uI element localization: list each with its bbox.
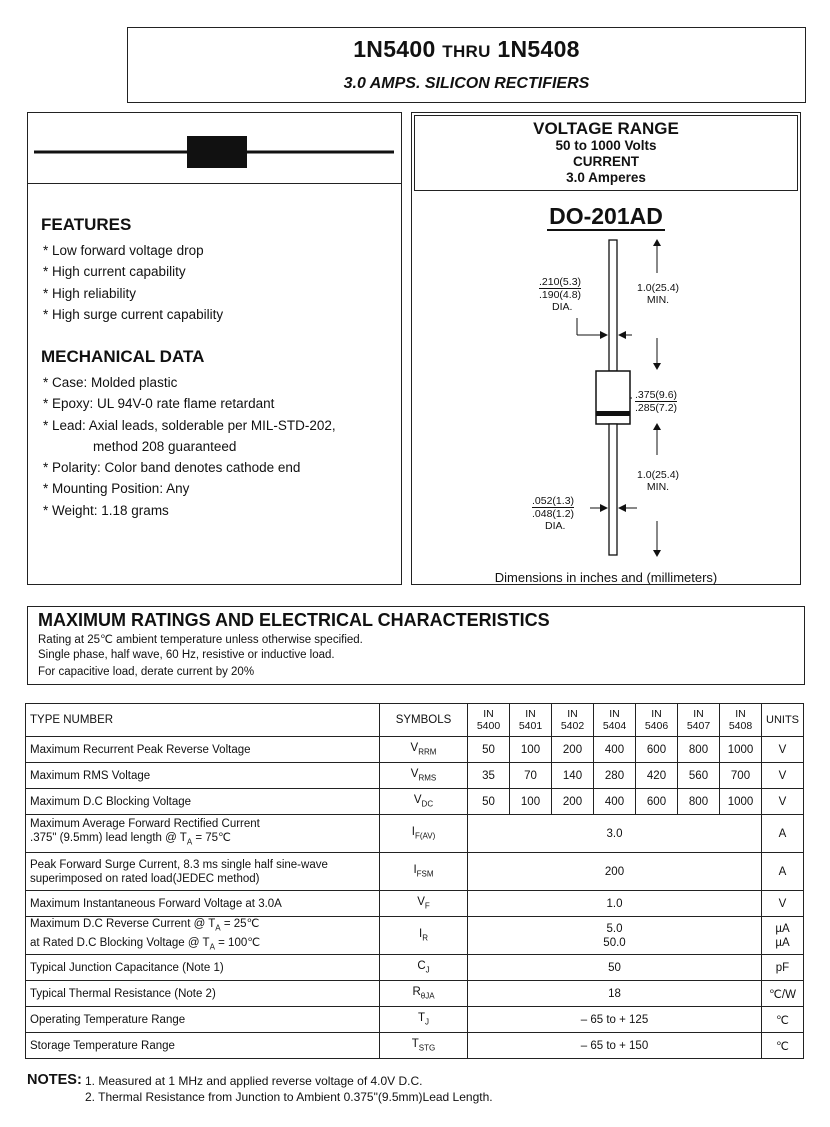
value-cell: 700 xyxy=(720,763,762,789)
note-item: 1. Measured at 1 MHz and applied reverse voltage of 4.0V D.C. xyxy=(85,1074,423,1088)
table-row xyxy=(26,955,804,981)
ratings-note: For capacitive load, derate current by 20% xyxy=(38,666,255,678)
value-cell: 70 xyxy=(510,763,552,789)
table-row xyxy=(26,1007,804,1033)
symbol-cell: $V_{RMS}$ xyxy=(380,763,468,789)
header-part: IN 5402 xyxy=(552,704,594,737)
symbol-cell: $R_{\theta JA}$ xyxy=(380,981,468,1007)
part-title xyxy=(128,36,805,63)
list-item: * Low forward voltage drop xyxy=(43,243,204,258)
part-from: 1N5400 xyxy=(353,36,436,62)
header-part: IN 5401 xyxy=(510,704,552,737)
value-cell: 5.0 50.0 xyxy=(468,917,762,955)
note-item: 2. Thermal Resistance from Junction to Ambient 0.375"(9.5mm)Lead Length. xyxy=(85,1090,493,1104)
list-item: * Case: Molded plastic xyxy=(43,375,178,390)
list-item: * Weight: 1.18 grams xyxy=(43,502,169,518)
characteristics-table xyxy=(25,703,804,1059)
table-row xyxy=(26,981,804,1007)
mechanical-list xyxy=(43,372,336,521)
unit-cell: ℃ xyxy=(762,1033,804,1059)
value-cell: 1000 xyxy=(720,789,762,815)
param-cell: Typical Thermal Resistance (Note 2) xyxy=(26,981,380,1007)
unit-cell: ℃/W xyxy=(762,981,804,1007)
table-row xyxy=(26,1033,804,1059)
symbol-cell: $V_{DC}$ xyxy=(380,789,468,815)
table-row xyxy=(26,917,804,955)
symbol-cell: $V_{RRM}$ xyxy=(380,737,468,763)
param-cell: Maximum Average Forward Rectified Current .375" (9.5mm) lead length @ $T_A$ = 75℃ xyxy=(26,815,380,853)
value-cell: 560 xyxy=(678,763,720,789)
unit-cell: µA µA xyxy=(762,917,804,955)
value-cell: – 65 to + 150 xyxy=(468,1033,762,1059)
header-units: UNITS xyxy=(762,704,804,737)
unit-cell: A xyxy=(762,815,804,853)
current-amperes: 3.0 Amperes xyxy=(566,170,646,185)
value-cell: 200 xyxy=(552,789,594,815)
symbol-cell: $I_{F(AV)}$ xyxy=(380,815,468,853)
symbol-cell: $V_F$ xyxy=(380,891,468,917)
param-cell: Storage Temperature Range xyxy=(26,1033,380,1059)
notes-label: NOTES: xyxy=(27,1072,82,1088)
header-symbols: SYMBOLS xyxy=(380,704,468,737)
value-cell: 3.0 xyxy=(468,815,762,853)
value-cell: 50 xyxy=(468,737,510,763)
param-cell: Peak Forward Surge Current, 8.3 ms single half sine-wave superimposed on rated load(JEDEC method) xyxy=(26,853,380,891)
param-cell: Maximum RMS Voltage xyxy=(26,763,380,789)
value-cell: 280 xyxy=(594,763,636,789)
list-item: method 208 guaranteed xyxy=(93,438,237,454)
value-cell: 420 xyxy=(636,763,678,789)
unit-cell: pF xyxy=(762,955,804,981)
list-item: * High current capability xyxy=(43,264,186,280)
value-cell: 18 xyxy=(468,981,762,1007)
voltage-range-volts: 50 to 1000 Volts xyxy=(555,138,657,153)
table-row xyxy=(26,815,804,853)
wire-dia-dimension: .052(1.3) .048(1.2) DIA. xyxy=(532,495,575,532)
value-cell: 200 xyxy=(552,737,594,763)
symbol-cell: $T_{STG}$ xyxy=(380,1033,468,1059)
unit-cell: V xyxy=(762,789,804,815)
symbol-cell: $C_J$ xyxy=(380,955,468,981)
value-cell: 50 xyxy=(468,789,510,815)
header-part: IN 5407 xyxy=(678,704,720,737)
mechanical-title: MECHANICAL DATA xyxy=(41,347,205,366)
unit-cell: V xyxy=(762,737,804,763)
header-part: IN 5406 xyxy=(636,704,678,737)
value-cell: 1000 xyxy=(720,737,762,763)
value-cell: – 65 to + 125 xyxy=(468,1007,762,1033)
value-cell: 400 xyxy=(594,789,636,815)
dimensions-caption: Dimensions in inches and (millimeters) xyxy=(494,570,718,585)
lead-length-bottom-dimension: 1.0(25.4) MIN. xyxy=(637,469,680,493)
unit-cell: V xyxy=(762,763,804,789)
lead-dia-dimension: .210(5.3) .190(4.8) DIA. xyxy=(539,276,582,313)
value-cell: 800 xyxy=(678,789,720,815)
value-cell: 100 xyxy=(510,737,552,763)
param-cell: Maximum Instantaneous Forward Voltage at 3.0A xyxy=(26,891,380,917)
table-row xyxy=(26,737,804,763)
value-cell: 1.0 xyxy=(468,891,762,917)
list-item: * Epoxy: UL 94V-0 rate flame retardant xyxy=(43,396,275,412)
value-cell: 100 xyxy=(510,789,552,815)
subtitle: 3.0 AMPS. SILICON RECTIFIERS xyxy=(343,75,590,92)
ratings-box xyxy=(27,606,805,685)
table-row xyxy=(26,763,804,789)
features-panel xyxy=(27,112,402,585)
header-type-number: TYPE NUMBER xyxy=(26,704,380,737)
unit-cell: ℃ xyxy=(762,1007,804,1033)
title-box xyxy=(127,27,806,103)
current-title: CURRENT xyxy=(573,154,639,169)
symbol-cell: $I_{FSM}$ xyxy=(380,853,468,891)
param-cell: Typical Junction Capacitance (Note 1) xyxy=(26,955,380,981)
param-cell: Maximum D.C Blocking Voltage xyxy=(26,789,380,815)
ratings-note: Rating at 25℃ ambient temperature unless otherwise specified. xyxy=(38,634,363,646)
list-item: * Mounting Position: Any xyxy=(43,481,190,497)
unit-cell: V xyxy=(762,891,804,917)
package-name: DO-201AD xyxy=(549,203,663,229)
value-cell: 600 xyxy=(636,737,678,763)
package-outline-drawing xyxy=(412,113,800,583)
features-list xyxy=(43,240,223,325)
package-panel xyxy=(411,112,801,585)
table-row xyxy=(26,789,804,815)
value-cell: 800 xyxy=(678,737,720,763)
part-to: 1N5408 xyxy=(497,36,580,62)
param-cell: Operating Temperature Range xyxy=(26,1007,380,1033)
features-title: FEATURES xyxy=(41,215,132,234)
symbol-cell: $I_R$ xyxy=(380,917,468,955)
value-cell: 140 xyxy=(552,763,594,789)
list-item: * Polarity: Color band denotes cathode end xyxy=(43,460,301,476)
list-item: * Lead: Axial leads, solderable per MIL-STD-202, xyxy=(43,417,336,433)
value-cell: 200 xyxy=(468,853,762,891)
header-part: IN 5404 xyxy=(594,704,636,737)
header-part: IN 5400 xyxy=(468,704,510,737)
table-row xyxy=(26,853,804,891)
param-cell: Maximum D.C Reverse Current @ $T_A$ = 25℃ at Rated D.C Blocking Voltage @ $T_A$ = 100℃ xyxy=(26,917,380,955)
list-item: * High surge current capability xyxy=(43,306,224,322)
value-cell: 35 xyxy=(468,763,510,789)
body-dimension: .375(9.6) .285(7.2) xyxy=(635,389,678,414)
list-item: * High reliability xyxy=(43,285,137,301)
param-cell: Maximum Recurrent Peak Reverse Voltage xyxy=(26,737,380,763)
header-part: IN 5408 xyxy=(720,704,762,737)
ratings-note: Single phase, half wave, 60 Hz, resistive or inductive load. xyxy=(38,649,335,661)
lead-length-top-dimension: 1.0(25.4) MIN. xyxy=(637,282,680,306)
ratings-title: MAXIMUM RATINGS AND ELECTRICAL CHARACTERISTICS xyxy=(38,610,550,630)
value-cell: 600 xyxy=(636,789,678,815)
diode-illustration xyxy=(32,127,396,177)
value-cell: 50 xyxy=(468,955,762,981)
thru-label: THRU xyxy=(442,42,491,61)
unit-cell: A xyxy=(762,853,804,891)
value-cell: 400 xyxy=(594,737,636,763)
divider xyxy=(28,183,401,184)
table-row xyxy=(26,891,804,917)
table-header-row xyxy=(26,704,804,737)
voltage-range-title: VOLTAGE RANGE xyxy=(533,119,679,138)
symbol-cell: $T_J$ xyxy=(380,1007,468,1033)
